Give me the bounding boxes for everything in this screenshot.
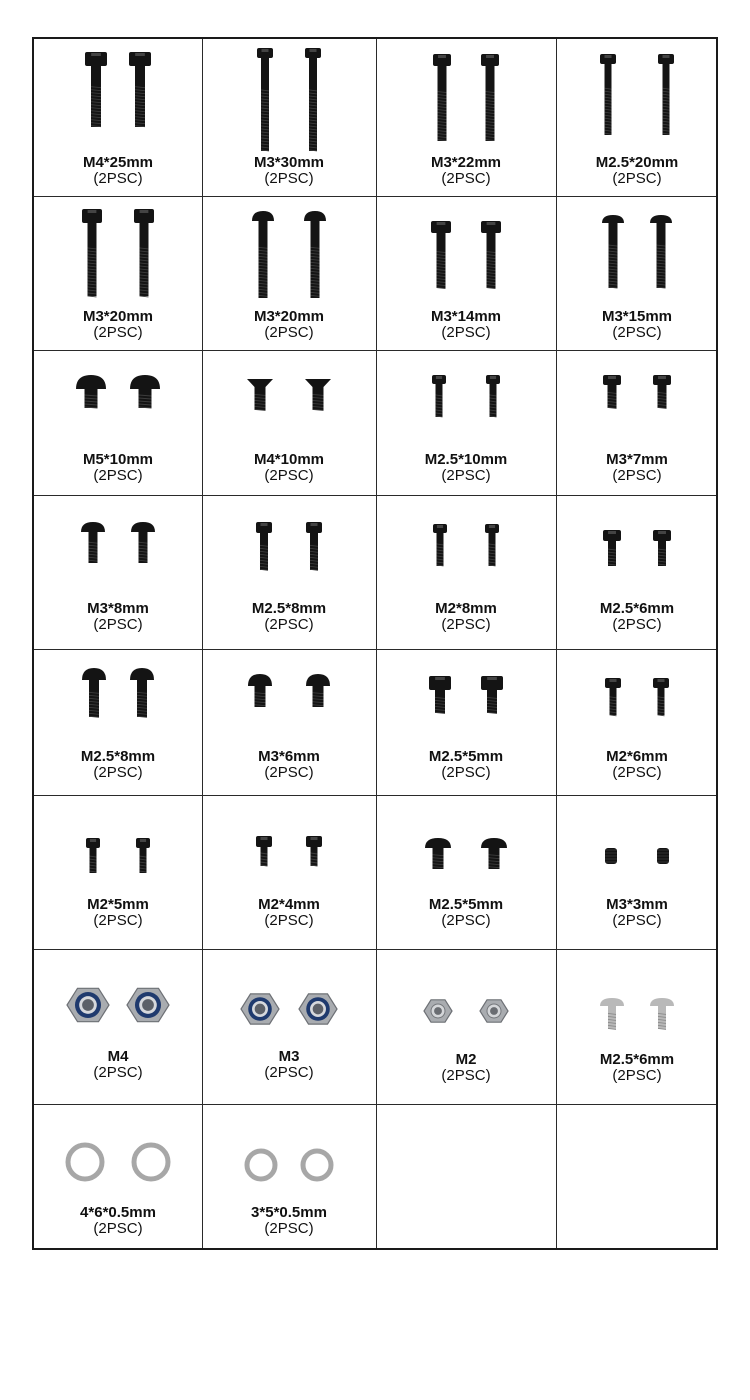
part-quantity: (2PSC) xyxy=(93,467,143,484)
part-quantity: (2PSC) xyxy=(441,616,491,633)
socket-cap-screw-icon xyxy=(305,521,323,572)
part-label xyxy=(34,452,202,484)
button-head-screw-icon xyxy=(251,210,275,300)
part-images xyxy=(202,673,376,709)
part-quantity: (2PSC) xyxy=(264,616,314,633)
part-label xyxy=(202,452,376,484)
button-head-screw-icon xyxy=(247,673,273,709)
countersunk-screw-icon xyxy=(304,378,332,412)
part-cell xyxy=(34,795,202,949)
column-divider xyxy=(376,39,377,1248)
row-divider xyxy=(34,196,716,197)
socket-cap-screw-icon xyxy=(135,837,151,875)
part-size: M3*15mm xyxy=(601,308,673,325)
part-quantity: (2PSC) xyxy=(612,467,662,484)
part-cell xyxy=(34,1104,202,1250)
part-cell xyxy=(34,39,202,196)
part-label xyxy=(376,155,556,187)
part-cell xyxy=(376,196,556,350)
part-images xyxy=(34,667,202,719)
part-size: M3*14mm xyxy=(430,308,502,325)
part-quantity: (2PSC) xyxy=(264,170,314,187)
part-cell xyxy=(34,949,202,1104)
socket-cap-screw-icon xyxy=(133,208,155,298)
column-divider xyxy=(556,39,557,1248)
part-size: M4*25mm xyxy=(82,154,154,171)
part-size: M2*5mm xyxy=(87,896,149,913)
part-quantity: (2PSC) xyxy=(264,467,314,484)
part-cell xyxy=(556,495,718,649)
part-quantity: (2PSC) xyxy=(93,764,143,781)
set-screw-icon xyxy=(603,847,619,865)
part-images xyxy=(34,521,202,565)
part-images xyxy=(202,521,376,572)
part-images xyxy=(556,677,718,717)
part-quantity: (2PSC) xyxy=(441,467,491,484)
part-quantity: (2PSC) xyxy=(264,912,314,929)
part-label xyxy=(556,897,718,929)
part-images xyxy=(376,523,556,568)
steel-button-screw-icon xyxy=(599,997,625,1031)
part-quantity: (2PSC) xyxy=(264,1220,314,1237)
part-images xyxy=(376,837,556,871)
part-images xyxy=(556,997,718,1031)
part-quantity: (2PSC) xyxy=(93,1064,143,1081)
set-screw-icon xyxy=(655,847,671,865)
part-images xyxy=(34,1142,202,1182)
part-quantity: (2PSC) xyxy=(441,324,491,341)
part-cell xyxy=(556,649,718,795)
part-images xyxy=(376,997,556,1025)
row-divider xyxy=(34,350,716,351)
part-label xyxy=(376,601,556,633)
part-images xyxy=(202,835,376,868)
hex-nut-icon xyxy=(479,997,509,1025)
socket-cap-screw-icon xyxy=(81,208,103,298)
part-cell xyxy=(556,795,718,949)
part-images xyxy=(556,529,718,568)
row-divider xyxy=(34,495,716,496)
part-size: M3*8mm xyxy=(87,600,149,617)
part-label xyxy=(202,601,376,633)
part-images xyxy=(202,1148,376,1182)
part-cell xyxy=(202,649,376,795)
socket-cap-screw-icon xyxy=(304,47,322,153)
button-head-screw-icon xyxy=(601,214,625,290)
socket-cap-screw-icon xyxy=(84,51,108,129)
part-label xyxy=(376,1052,556,1084)
socket-cap-screw-icon xyxy=(431,374,447,419)
part-images xyxy=(34,985,202,1025)
part-quantity: (2PSC) xyxy=(264,1064,314,1081)
part-size: M2 xyxy=(455,1051,477,1068)
part-size: M2.5*5mm xyxy=(428,748,504,765)
part-cell xyxy=(376,350,556,495)
socket-cap-screw-icon xyxy=(255,835,273,868)
part-label xyxy=(202,749,376,781)
part-label xyxy=(556,309,718,341)
part-cell xyxy=(202,39,376,196)
lock-nut-icon xyxy=(298,991,338,1027)
part-quantity: (2PSC) xyxy=(441,1067,491,1084)
part-quantity: (2PSC) xyxy=(612,170,662,187)
column-divider xyxy=(202,39,203,1248)
part-size: M2*6mm xyxy=(606,748,668,765)
part-quantity: (2PSC) xyxy=(612,912,662,929)
washer-icon xyxy=(65,1142,105,1182)
part-cell xyxy=(556,196,718,350)
part-images xyxy=(376,220,556,290)
part-quantity: (2PSC) xyxy=(93,170,143,187)
parts-grid xyxy=(32,37,718,1250)
part-label xyxy=(34,309,202,341)
part-size: M2.5*20mm xyxy=(595,154,679,171)
part-label xyxy=(34,1049,202,1081)
part-cell xyxy=(556,350,718,495)
part-size: M3*20mm xyxy=(82,308,154,325)
button-head-screw-icon xyxy=(129,667,155,719)
part-cell xyxy=(376,949,556,1104)
part-images xyxy=(202,991,376,1027)
part-cell xyxy=(202,795,376,949)
socket-cap-screw-icon xyxy=(652,677,670,717)
socket-cap-screw-icon xyxy=(657,53,675,137)
part-cell xyxy=(202,949,376,1104)
part-cell xyxy=(202,196,376,350)
part-cell xyxy=(34,495,202,649)
part-quantity: (2PSC) xyxy=(612,1067,662,1084)
part-cell xyxy=(376,495,556,649)
part-label xyxy=(556,749,718,781)
part-images xyxy=(376,374,556,419)
row-divider xyxy=(34,1104,716,1105)
part-cell xyxy=(202,350,376,495)
button-head-screw-icon xyxy=(480,837,508,871)
part-quantity: (2PSC) xyxy=(441,170,491,187)
part-size: M3*7mm xyxy=(606,451,668,468)
row-divider xyxy=(34,795,716,796)
part-label xyxy=(202,1205,376,1237)
lock-nut-icon xyxy=(126,985,170,1025)
part-label xyxy=(34,1205,202,1237)
part-cell xyxy=(376,1104,556,1250)
part-images xyxy=(202,210,376,300)
socket-cap-screw-icon xyxy=(602,374,622,410)
part-quantity: (2PSC) xyxy=(264,324,314,341)
part-images xyxy=(34,51,202,129)
part-size: M2*8mm xyxy=(435,600,497,617)
hex-nut-icon xyxy=(423,997,453,1025)
part-size: M3*6mm xyxy=(258,748,320,765)
part-quantity: (2PSC) xyxy=(264,764,314,781)
part-quantity: (2PSC) xyxy=(93,616,143,633)
part-images xyxy=(556,53,718,137)
part-quantity: (2PSC) xyxy=(93,324,143,341)
button-head-screw-icon xyxy=(81,667,107,719)
button-head-screw-icon xyxy=(303,210,327,300)
countersunk-screw-icon xyxy=(246,378,274,412)
part-images xyxy=(376,53,556,143)
part-size: M2*4mm xyxy=(258,896,320,913)
socket-cap-screw-icon xyxy=(428,675,452,715)
part-label xyxy=(34,897,202,929)
part-size: M3*30mm xyxy=(253,154,325,171)
socket-cap-screw-icon xyxy=(305,835,323,868)
part-quantity: (2PSC) xyxy=(441,764,491,781)
part-size: M3*22mm xyxy=(430,154,502,171)
part-label xyxy=(34,749,202,781)
part-quantity: (2PSC) xyxy=(612,324,662,341)
part-images xyxy=(556,847,718,865)
socket-cap-screw-icon xyxy=(484,523,500,568)
part-cell xyxy=(376,795,556,949)
part-label xyxy=(202,897,376,929)
part-images xyxy=(34,837,202,875)
part-size: 3*5*0.5mm xyxy=(251,1204,327,1221)
part-cell xyxy=(202,495,376,649)
socket-cap-screw-icon xyxy=(432,53,452,143)
button-head-screw-icon xyxy=(424,837,452,871)
part-images xyxy=(556,374,718,410)
part-cell xyxy=(556,39,718,196)
part-label xyxy=(376,452,556,484)
socket-cap-screw-icon xyxy=(604,677,622,717)
button-head-screw-icon xyxy=(649,214,673,290)
part-cell xyxy=(34,649,202,795)
socket-cap-screw-icon xyxy=(255,521,273,572)
part-label xyxy=(202,155,376,187)
row-divider xyxy=(34,949,716,950)
part-images xyxy=(202,378,376,412)
socket-cap-screw-icon xyxy=(256,47,274,153)
part-size: M2.5*6mm xyxy=(599,600,675,617)
part-cell xyxy=(34,350,202,495)
part-images xyxy=(34,208,202,298)
lock-nut-icon xyxy=(240,991,280,1027)
part-label xyxy=(556,601,718,633)
part-cell xyxy=(376,649,556,795)
part-label xyxy=(34,155,202,187)
part-images xyxy=(202,47,376,153)
part-cell xyxy=(556,949,718,1104)
part-label xyxy=(376,897,556,929)
part-quantity: (2PSC) xyxy=(441,912,491,929)
button-head-screw-icon xyxy=(75,374,107,410)
socket-cap-screw-icon xyxy=(432,523,448,568)
part-size: M2.5*10mm xyxy=(424,451,508,468)
part-size: M2.5*5mm xyxy=(428,896,504,913)
part-label xyxy=(556,452,718,484)
part-quantity: (2PSC) xyxy=(612,764,662,781)
socket-cap-screw-icon xyxy=(430,220,452,290)
part-label xyxy=(556,1052,718,1084)
part-size: M2.5*8mm xyxy=(80,748,156,765)
part-quantity: (2PSC) xyxy=(93,1220,143,1237)
part-cell xyxy=(376,39,556,196)
part-size: M5*10mm xyxy=(82,451,154,468)
button-head-screw-icon xyxy=(129,374,161,410)
part-label xyxy=(202,309,376,341)
part-quantity: (2PSC) xyxy=(93,912,143,929)
socket-cap-screw-icon xyxy=(602,529,622,568)
socket-cap-screw-icon xyxy=(85,837,101,875)
part-label xyxy=(34,601,202,633)
part-size: 4*6*0.5mm xyxy=(80,1204,156,1221)
part-size: M2.5*6mm xyxy=(599,1051,675,1068)
part-cell xyxy=(556,1104,718,1250)
part-size: M3 xyxy=(278,1048,300,1065)
socket-cap-screw-icon xyxy=(599,53,617,137)
row-divider xyxy=(34,649,716,650)
socket-cap-screw-icon xyxy=(652,529,672,568)
part-images xyxy=(34,374,202,410)
part-quantity: (2PSC) xyxy=(612,616,662,633)
part-size: M4*10mm xyxy=(253,451,325,468)
washer-icon xyxy=(244,1148,278,1182)
part-label xyxy=(376,309,556,341)
button-head-screw-icon xyxy=(130,521,156,565)
button-head-screw-icon xyxy=(80,521,106,565)
socket-cap-screw-icon xyxy=(485,374,501,419)
socket-cap-screw-icon xyxy=(480,53,500,143)
steel-button-screw-icon xyxy=(649,997,675,1031)
part-images xyxy=(376,675,556,715)
button-head-screw-icon xyxy=(305,673,331,709)
socket-cap-screw-icon xyxy=(128,51,152,129)
part-size: M3*3mm xyxy=(606,896,668,913)
washer-icon xyxy=(300,1148,334,1182)
lock-nut-icon xyxy=(66,985,110,1025)
socket-cap-screw-icon xyxy=(480,220,502,290)
part-images xyxy=(556,214,718,290)
part-label xyxy=(202,1049,376,1081)
washer-icon xyxy=(131,1142,171,1182)
part-label xyxy=(556,155,718,187)
part-size: M2.5*8mm xyxy=(251,600,327,617)
part-cell xyxy=(34,196,202,350)
socket-cap-screw-icon xyxy=(652,374,672,410)
socket-cap-screw-icon xyxy=(480,675,504,715)
part-cell xyxy=(202,1104,376,1250)
part-size: M4 xyxy=(107,1048,129,1065)
part-label xyxy=(376,749,556,781)
part-size: M3*20mm xyxy=(253,308,325,325)
